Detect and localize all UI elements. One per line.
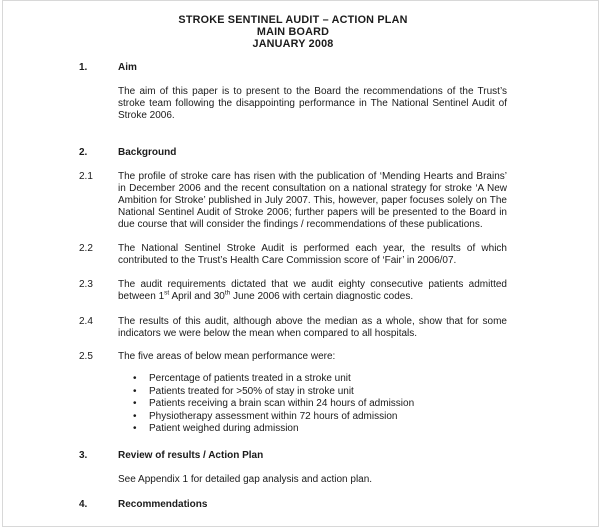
clause-2-1-number: 2.1	[79, 171, 93, 182]
bullet-icon: •	[133, 398, 137, 409]
bullet-item-text: Percentage of patients treated in a stroke unit	[149, 373, 351, 384]
bullet-item	[133, 386, 507, 399]
paragraph-aim: The aim of this paper is to present to the Board the recommendations of the Trust’s stroke team following the disappointing performance in The National Sentinel Audit of Stroke 2006.	[118, 86, 507, 121]
clause-2-3-superscript-th: th	[224, 289, 231, 297]
bullet-icon: •	[133, 423, 137, 434]
bullet-list-row	[79, 373, 507, 436]
section-1-number: 1.	[79, 62, 88, 73]
clause-2-4-number: 2.4	[79, 316, 93, 327]
clause-2-5-number: 2.5	[79, 351, 93, 362]
section-4-heading-row	[79, 499, 507, 511]
clause-2-3-part1: The audit requirements dictated that we audit eighty consecutive patients admitted between 1	[118, 279, 507, 302]
clause-2-4-row	[79, 316, 507, 340]
section-1-paragraph-row	[79, 86, 507, 122]
clause-2-1-text: The profile of stroke care has risen with the publication of ‘Mending Hearts and Brains’ in December 2006 and the recent consultation on a national strategy for stroke ‘A New Ambition for Stroke’ published in July 2007. This, however, paper focuses solely on The National Sentinel Audit of Stroke 2006; further papers will be presented to the Board in due course that will consider the findings / recommendations of these publications.	[118, 171, 507, 230]
bullet-icon: •	[133, 373, 137, 384]
clause-2-1-row	[79, 171, 507, 231]
clause-2-3-part2: April and 30	[169, 291, 225, 302]
section-4-heading: Recommendations	[118, 498, 208, 510]
clause-2-3-number: 2.3	[79, 279, 93, 290]
clause-2-2-text: The National Sentinel Stroke Audit is performed each year, the results of which contributed to the Trust’s Health Care Commission score of ‘Fair’ in 2006/07.	[118, 243, 507, 266]
clause-2-3-row	[79, 279, 507, 303]
section-2-heading-row	[79, 147, 507, 159]
bullet-icon: •	[133, 385, 137, 397]
document-page	[2, 0, 599, 527]
bullet-item-text: Physiotherapy assessment within 72 hours of admission	[149, 410, 398, 422]
section-1-heading: Aim	[118, 62, 137, 73]
paragraph-appendix: See Appendix 1 for detailed gap analysis and action plan.	[118, 473, 373, 485]
clause-2-5-row	[79, 351, 507, 363]
doc-title-line-3: JANUARY 2008	[252, 38, 334, 50]
bullet-item-text: Patient weighed during admission	[149, 423, 299, 434]
document-content	[3, 1, 598, 511]
bullet-item	[133, 411, 507, 424]
section-3-paragraph-row	[79, 474, 507, 486]
clause-2-3-part3: June 2006 with certain diagnostic codes.	[230, 291, 414, 302]
clause-2-2-number: 2.2	[79, 243, 93, 254]
bullet-item	[133, 373, 507, 386]
section-4-number: 4.	[79, 498, 88, 510]
doc-title-line-1: STROKE SENTINEL AUDIT – ACTION PLAN	[178, 14, 408, 26]
bullet-item-text: Patients receiving a brain scan within 24 hours of admission	[149, 398, 415, 409]
doc-title-line-2: MAIN BOARD	[256, 26, 330, 38]
clause-2-2-row	[79, 243, 507, 267]
section-2-number: 2.	[79, 147, 88, 158]
bullet-item	[133, 398, 507, 411]
clause-2-4-text: The results of this audit, although above the median as a whole, show that for some indicators we were below the mean when compared to all hospitals.	[118, 316, 507, 339]
bullet-item-text: Patients treated for >50% of stay in stroke unit	[149, 385, 354, 397]
clause-2-5-text: The five areas of below mean performance were:	[118, 351, 336, 362]
bullet-list	[133, 373, 507, 436]
section-2-heading: Background	[118, 147, 177, 158]
section-1-heading-row	[79, 62, 507, 74]
section-3-number: 3.	[79, 449, 88, 461]
section-3-heading-row	[79, 450, 507, 462]
doc-title	[79, 14, 507, 50]
bullet-icon: •	[133, 410, 137, 422]
section-3-heading: Review of results / Action Plan	[118, 449, 264, 461]
clause-2-3-superscript-st: st	[164, 289, 170, 297]
bullet-item	[133, 423, 507, 436]
clause-2-3-text	[118, 279, 507, 303]
